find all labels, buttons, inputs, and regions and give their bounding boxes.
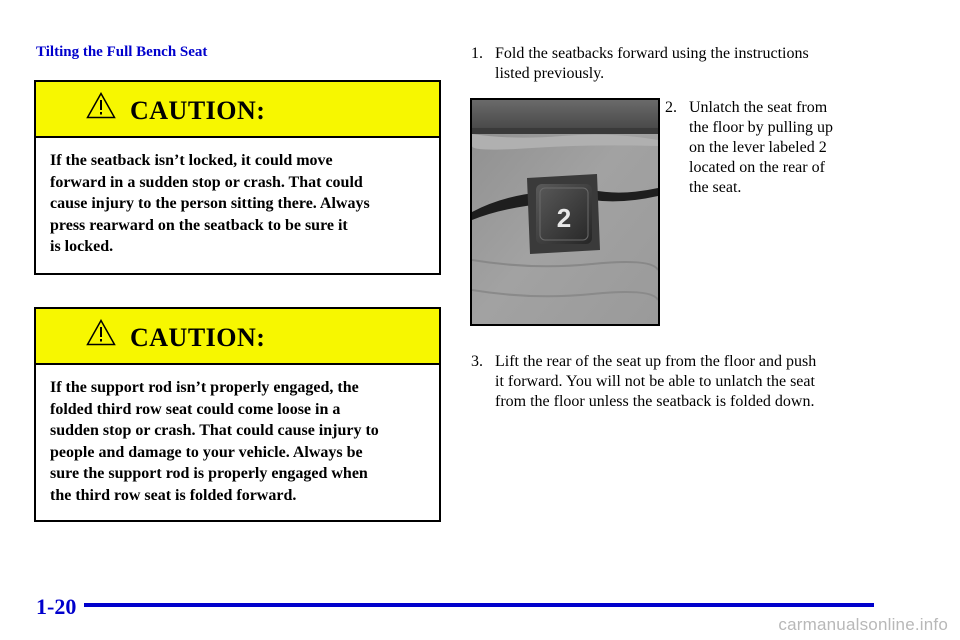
lever-label: 2 xyxy=(556,203,572,233)
step-line: it forward. You will not be able to unlatch the seat xyxy=(495,373,815,390)
caution-line: people and damage to your vehicle. Always be xyxy=(50,443,363,461)
caution-line: folded third row seat could come loose in a xyxy=(50,400,341,418)
caution-box-support-rod xyxy=(34,307,441,522)
step-number: 2. xyxy=(665,99,677,116)
step-text xyxy=(689,98,833,198)
step-text xyxy=(495,352,816,412)
step-line: Unlatch the seat from xyxy=(689,99,828,116)
caution-header xyxy=(36,82,439,138)
step-line: listed previously. xyxy=(495,65,605,82)
step-number: 1. xyxy=(471,45,483,62)
lever-photo-illustration xyxy=(472,100,658,324)
section-title: Tilting the Full Bench Seat xyxy=(36,44,208,60)
step-number: 3. xyxy=(471,353,483,370)
caution-line: If the support rod isn’t properly engaged, the xyxy=(50,379,359,396)
step-line: the seat. xyxy=(689,179,742,196)
caution-line: If the seatback isn’t locked, it could move xyxy=(50,152,333,169)
step-line: from the floor unless the seatback is folded down. xyxy=(495,393,815,410)
step-line: Lift the rear of the seat up from the floor and push xyxy=(495,353,817,370)
step-text xyxy=(495,44,809,84)
caution-line: sudden stop or crash. That could cause injury to xyxy=(50,422,379,439)
caution-header xyxy=(36,309,439,365)
warning-triangle-icon xyxy=(86,319,116,346)
caution-line: cause injury to the person sitting there. Always xyxy=(50,195,370,212)
caution-text xyxy=(36,365,439,506)
page-number: 1-20 xyxy=(36,594,77,619)
caution-box-seatback xyxy=(34,80,441,275)
seat-lever-photo xyxy=(470,98,660,326)
step-line: located on the rear of xyxy=(689,159,825,176)
watermark-link[interactable]: carmanualsonline.info xyxy=(778,615,948,634)
caution-text xyxy=(36,138,439,258)
caution-line: forward in a sudden stop or crash. That could xyxy=(50,173,363,191)
warning-triangle-icon xyxy=(86,92,116,119)
caution-line: sure the support rod is properly engaged when xyxy=(50,465,368,482)
step-line: Fold the seatbacks forward using the instructions xyxy=(495,45,809,62)
footer-rule xyxy=(84,603,874,607)
caution-label: CAUTION: xyxy=(130,96,266,125)
caution-line: is locked. xyxy=(50,238,114,255)
caution-label: CAUTION: xyxy=(130,323,266,352)
caution-line: press rearward on the seatback to be sure it xyxy=(50,216,348,234)
step-line: on the lever labeled 2 xyxy=(689,139,827,156)
caution-line: the third row seat is folded forward. xyxy=(50,486,297,504)
step-line: the floor by pulling up xyxy=(689,119,833,136)
